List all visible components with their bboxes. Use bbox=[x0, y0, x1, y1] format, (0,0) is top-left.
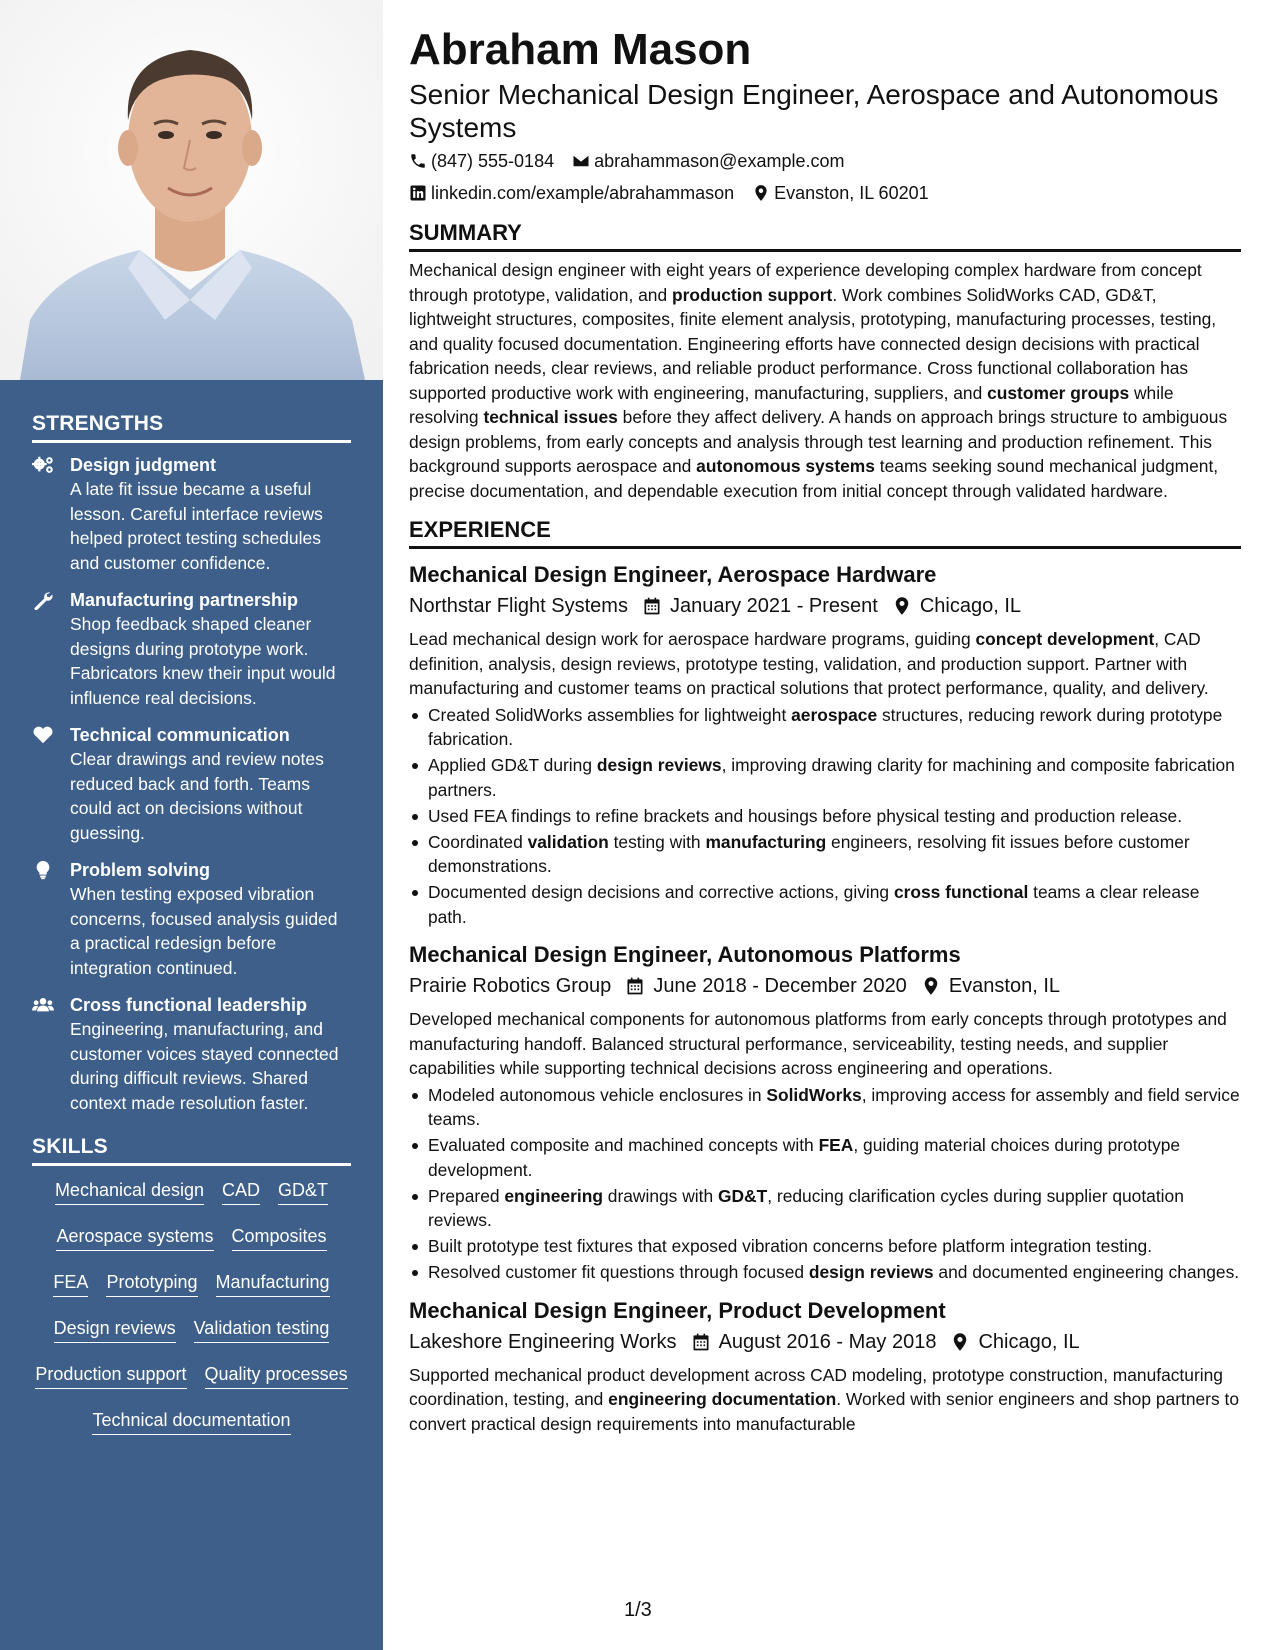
emphasis-text: concept development bbox=[975, 629, 1155, 649]
emphasis-text: design reviews bbox=[596, 755, 722, 775]
job-entry bbox=[409, 1297, 1241, 1437]
job-entry bbox=[409, 941, 1241, 1285]
bullet-item: Used FEA findings to refine brackets and housings before physical testing and production release. bbox=[409, 804, 1241, 829]
calendar-icon bbox=[691, 1332, 711, 1352]
job-description: Lead mechanical design work for aerospace hardware programs, guiding concept development, CAD definition, analysis, design reviews, prototype testing, validation, and production support. Partner with manufacturing and customer teams on practical solutions that protect performance, quality, and delivery. bbox=[409, 629, 1209, 698]
bullet-item: Built prototype test fixtures that exposed vibration concerns before platform integration testing. bbox=[409, 1234, 1241, 1259]
bullet-item: Modeled autonomous vehicle enclosures in SolidWorks, improving access for assembly and field service teams. bbox=[409, 1083, 1241, 1132]
strength-text: Shop feedback shaped cleaner designs during prototype work. Fabricators knew their input would influence real decisions. bbox=[70, 614, 336, 708]
strength-item bbox=[32, 723, 351, 845]
job-description: Developed mechanical components for autonomous platforms from early concepts through prototypes and manufacturing handoff. Balanced structural performance, serviceability, testing needs, and supplier capabilities while supporting technical decisions across engineering and operations. bbox=[409, 1009, 1227, 1078]
job-location bbox=[950, 1327, 1079, 1357]
linkedin-icon bbox=[409, 184, 427, 202]
calendar-icon bbox=[625, 976, 645, 996]
skill-tag: Composites bbox=[232, 1224, 327, 1251]
phone-contact bbox=[409, 146, 554, 176]
candidate-headline: Senior Mechanical Design Engineer, Aerospace and Autonomous Systems bbox=[409, 79, 1219, 143]
phone-icon bbox=[409, 152, 427, 170]
job-entry bbox=[409, 561, 1241, 929]
job-meta bbox=[409, 971, 1241, 1001]
skills-list bbox=[32, 1178, 351, 1454]
strength-item bbox=[32, 858, 351, 980]
candidate-name: Abraham Mason bbox=[409, 25, 752, 74]
emphasis-text: cross functional bbox=[893, 882, 1029, 902]
strength-text: Clear drawings and review notes reduced back and forth. Teams could act on decisions without guessing. bbox=[70, 749, 324, 843]
contact-row bbox=[409, 146, 1241, 176]
company-name bbox=[409, 971, 611, 1001]
sidebar bbox=[0, 0, 383, 1650]
bullet-item: Coordinated validation testing with manufacturing engineers, resolving fit issues before customer demonstrations. bbox=[409, 830, 1241, 879]
job-title: Mechanical Design Engineer, Autonomous Platforms bbox=[409, 942, 961, 967]
map-pin-icon bbox=[950, 1332, 970, 1352]
page-number: 1/3 bbox=[624, 1599, 652, 1621]
company-text: Prairie Robotics Group bbox=[409, 975, 612, 997]
strengths-list bbox=[32, 453, 351, 1115]
job-bullets bbox=[409, 703, 1241, 930]
strength-item bbox=[32, 588, 351, 710]
sidebar-content bbox=[32, 412, 351, 1454]
emphasis-text: aerospace bbox=[791, 704, 878, 725]
job-location bbox=[921, 971, 1060, 1001]
emphasis-text: manufacturing bbox=[705, 831, 827, 852]
location-text: Chicago, IL bbox=[978, 1330, 1080, 1353]
skill-tag: Prototyping bbox=[106, 1270, 197, 1297]
job-meta bbox=[409, 1327, 1241, 1357]
skill-tag: Validation testing bbox=[194, 1316, 330, 1343]
job-title: Mechanical Design Engineer, Aerospace Hardware bbox=[409, 562, 937, 587]
strength-text: A late fit issue became a useful lesson. Careful interface reviews helped protect testing schedules and customer confidence. bbox=[70, 479, 323, 573]
strength-item bbox=[32, 993, 351, 1115]
bullet-item: Resolved customer fit questions through focused design reviews and documented engineering changes. bbox=[409, 1260, 1241, 1285]
skill-tag: Design reviews bbox=[54, 1316, 176, 1343]
company-name bbox=[409, 1327, 677, 1357]
emphasis-text: customer groups bbox=[987, 382, 1130, 403]
strength-title: Manufacturing partnership bbox=[70, 590, 299, 610]
emphasis-text: SolidWorks bbox=[766, 1084, 862, 1105]
job-title: Mechanical Design Engineer, Product Development bbox=[409, 1297, 946, 1323]
emphasis-text: autonomous systems bbox=[696, 456, 875, 476]
location-text: Chicago, IL bbox=[919, 595, 1022, 617]
lightbulb-icon bbox=[32, 858, 70, 980]
skill-tag: Technical documentation bbox=[92, 1408, 290, 1435]
summary-paragraph: Mechanical design engineer with eight years of experience developing complex hardware from concept through prototype, validation, and production support. Work combines SolidWorks CAD, GD&T, lightweight structures, composites, finite element analysis, prototyping, manufacturing processes, testing, and quality focused documentation. Engineering efforts have connected design decisions with practical fabrication needs, clear reviews, and reliable product performance. Cross functional collaboration has supported productive work with engineering, manufacturing, suppliers, and customer groups while resolving technical issues before they affect delivery. A hands on approach brings structure to ambiguous design problems, from early concepts and analysis through test learning and production refinement. This background supports aerospace and autonomous systems teams seeking sound mechanical judgment, precise documentation, and dependable execution from initial concept through validated hardware. bbox=[409, 260, 1228, 501]
company-text: Lakeshore Engineering Works bbox=[409, 1330, 677, 1353]
job-dates bbox=[691, 1327, 937, 1357]
emphasis-text: FEA bbox=[818, 1135, 854, 1155]
job-bullets bbox=[409, 1083, 1241, 1285]
bullet-item: Documented design decisions and corrective actions, giving cross functional teams a clear release path. bbox=[409, 880, 1241, 929]
dates-text: January 2021 - Present bbox=[669, 595, 878, 617]
emphasis-text: GD&T bbox=[717, 1185, 768, 1206]
experience-heading: EXPERIENCE bbox=[409, 517, 1241, 549]
strength-title: Technical communication bbox=[70, 725, 290, 745]
emphasis-text: engineering documentation bbox=[608, 1389, 837, 1409]
skill-tag: Manufacturing bbox=[216, 1270, 330, 1297]
wrench-icon bbox=[32, 588, 70, 710]
profile-photo bbox=[0, 0, 383, 380]
dates-text: August 2016 - May 2018 bbox=[718, 1330, 937, 1353]
job-location bbox=[892, 591, 1021, 621]
users-icon bbox=[32, 993, 70, 1115]
phone-number[interactable]: (847) 555-0184 bbox=[431, 151, 555, 171]
bullet-item: Applied GD&T during design reviews, improving drawing clarity for machining and composite fabrication partners. bbox=[409, 753, 1241, 802]
main-content bbox=[409, 24, 1241, 1436]
skill-tag: GD&T bbox=[278, 1178, 328, 1205]
map-pin-icon bbox=[921, 976, 941, 996]
bullet-item: Evaluated composite and machined concepts with FEA, guiding material choices during prototype development. bbox=[409, 1133, 1241, 1182]
emphasis-text: technical issues bbox=[483, 407, 618, 427]
calendar-icon bbox=[642, 596, 662, 616]
job-meta bbox=[409, 591, 1241, 621]
emphasis-text: engineering bbox=[504, 1185, 603, 1206]
map-pin-icon bbox=[752, 184, 770, 202]
dates-text: June 2018 - December 2020 bbox=[653, 975, 907, 997]
job-dates bbox=[625, 971, 907, 1001]
emphasis-text: production support bbox=[671, 284, 833, 305]
map-pin-icon bbox=[892, 596, 912, 616]
company-text: Northstar Flight Systems bbox=[409, 595, 628, 617]
job-dates bbox=[642, 591, 878, 621]
skill-tag: Aerospace systems bbox=[56, 1224, 213, 1251]
company-name bbox=[409, 591, 628, 621]
location-contact bbox=[752, 178, 928, 208]
bullet-item: Prepared engineering drawings with GD&T, reducing clarification cycles during supplier quotation reviews. bbox=[409, 1184, 1241, 1233]
skill-tag: Production support bbox=[35, 1362, 186, 1389]
email-contact bbox=[572, 146, 844, 176]
skill-tag: FEA bbox=[53, 1270, 88, 1297]
strength-title: Design judgment bbox=[70, 455, 217, 475]
skill-tag: CAD bbox=[222, 1178, 260, 1205]
linkedin-url[interactable]: linkedin.com/example/abrahammason bbox=[431, 183, 735, 203]
bullet-item: Created SolidWorks assemblies for lightweight aerospace structures, reducing rework during prototype fabrication. bbox=[409, 703, 1241, 752]
strength-title: Cross functional leadership bbox=[70, 995, 308, 1015]
location-text: Evanston, IL 60201 bbox=[774, 183, 929, 203]
skill-tag: Quality processes bbox=[205, 1362, 348, 1389]
emphasis-text: validation bbox=[527, 831, 609, 852]
strengths-heading: STRENGTHS bbox=[32, 412, 351, 443]
location-text: Evanston, IL bbox=[948, 975, 1060, 997]
linkedin-contact bbox=[409, 178, 734, 208]
envelope-icon bbox=[572, 152, 590, 170]
strength-text: Engineering, manufacturing, and customer voices stayed connected during difficult reviews. Shared context made resolution faster. bbox=[70, 1019, 339, 1113]
summary-heading: SUMMARY bbox=[409, 220, 1241, 252]
job-description: Supported mechanical product development across CAD modeling, prototype construction, manufacturing coordination, testing, and engineering documentation. Worked with senior engineers and shop partners to convert practical design requirements into manufacturable bbox=[409, 1364, 1239, 1434]
heart-icon bbox=[32, 723, 70, 845]
contact-row bbox=[409, 178, 1241, 208]
skills-heading: SKILLS bbox=[32, 1135, 351, 1166]
strength-text: When testing exposed vibration concerns, focused analysis guided a practical redesign before integration continued. bbox=[70, 884, 338, 978]
skill-tag: Mechanical design bbox=[55, 1178, 204, 1205]
email-address[interactable]: abrahammason@example.com bbox=[594, 151, 845, 171]
strength-title: Problem solving bbox=[70, 860, 211, 880]
strength-item bbox=[32, 453, 351, 575]
emphasis-text: design reviews bbox=[808, 1262, 934, 1282]
gears-icon bbox=[32, 453, 70, 575]
